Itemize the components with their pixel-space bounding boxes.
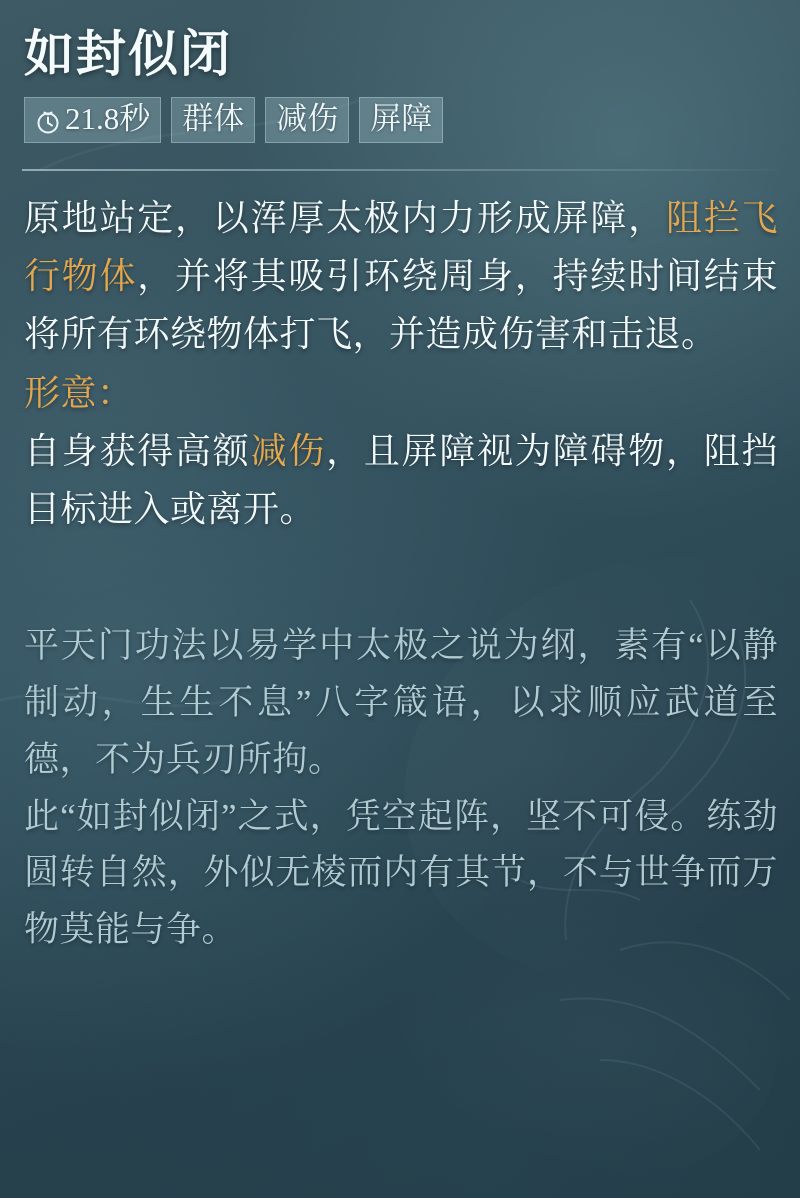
desc-text-b: ，并将其吸引环绕周身，持续时间结束将所有环绕物体打飞，并造成伤害和击退。 (24, 255, 778, 355)
desc-highlight-fly-block: 阻拦飞行物体 (24, 197, 778, 296)
skill-tag-damage-reduction: 减伤 (265, 97, 349, 143)
desc2-text-b: ，且屏障视为障碍物，阻挡目标进入或离开。 (24, 430, 778, 530)
skill-tag-barrier: 屏障 (359, 97, 443, 143)
skill-description-secondary (24, 422, 778, 539)
skill-lore-paragraph-2: 此“如封似闭”之式，凭空起阵，坚不可侵。练劲圆转自然，外似无棱而内有其节，不与世争而万物莫能与争。 (24, 796, 778, 949)
skill-tag-duration (24, 97, 161, 143)
skill-title: 如封似闭 (24, 26, 232, 82)
skill-description (24, 189, 778, 539)
skill-tag-group: 群体 (171, 97, 255, 143)
skill-description-section-title: 形意： (24, 372, 134, 413)
skill-tag-duration-label: 21.8秒 (65, 100, 151, 136)
section-divider (22, 169, 778, 171)
clock-icon (35, 108, 61, 134)
skill-tag-row (24, 97, 778, 143)
desc2-highlight-damage-reduction: 减伤 (250, 430, 327, 471)
skill-description-main (24, 189, 778, 364)
skill-lore-paragraph-1: 平天门功法以易学中太极之说为纲，素有“以静制动，生生不息”八字箴语，以求顺应武道至德，不为兵刃所拘。 (24, 626, 778, 779)
desc-text-a: 原地站定，以浑厚太极内力形成屏障， (24, 197, 666, 238)
desc2-text-a: 自身获得高额 (24, 430, 251, 471)
skill-lore (24, 618, 778, 958)
